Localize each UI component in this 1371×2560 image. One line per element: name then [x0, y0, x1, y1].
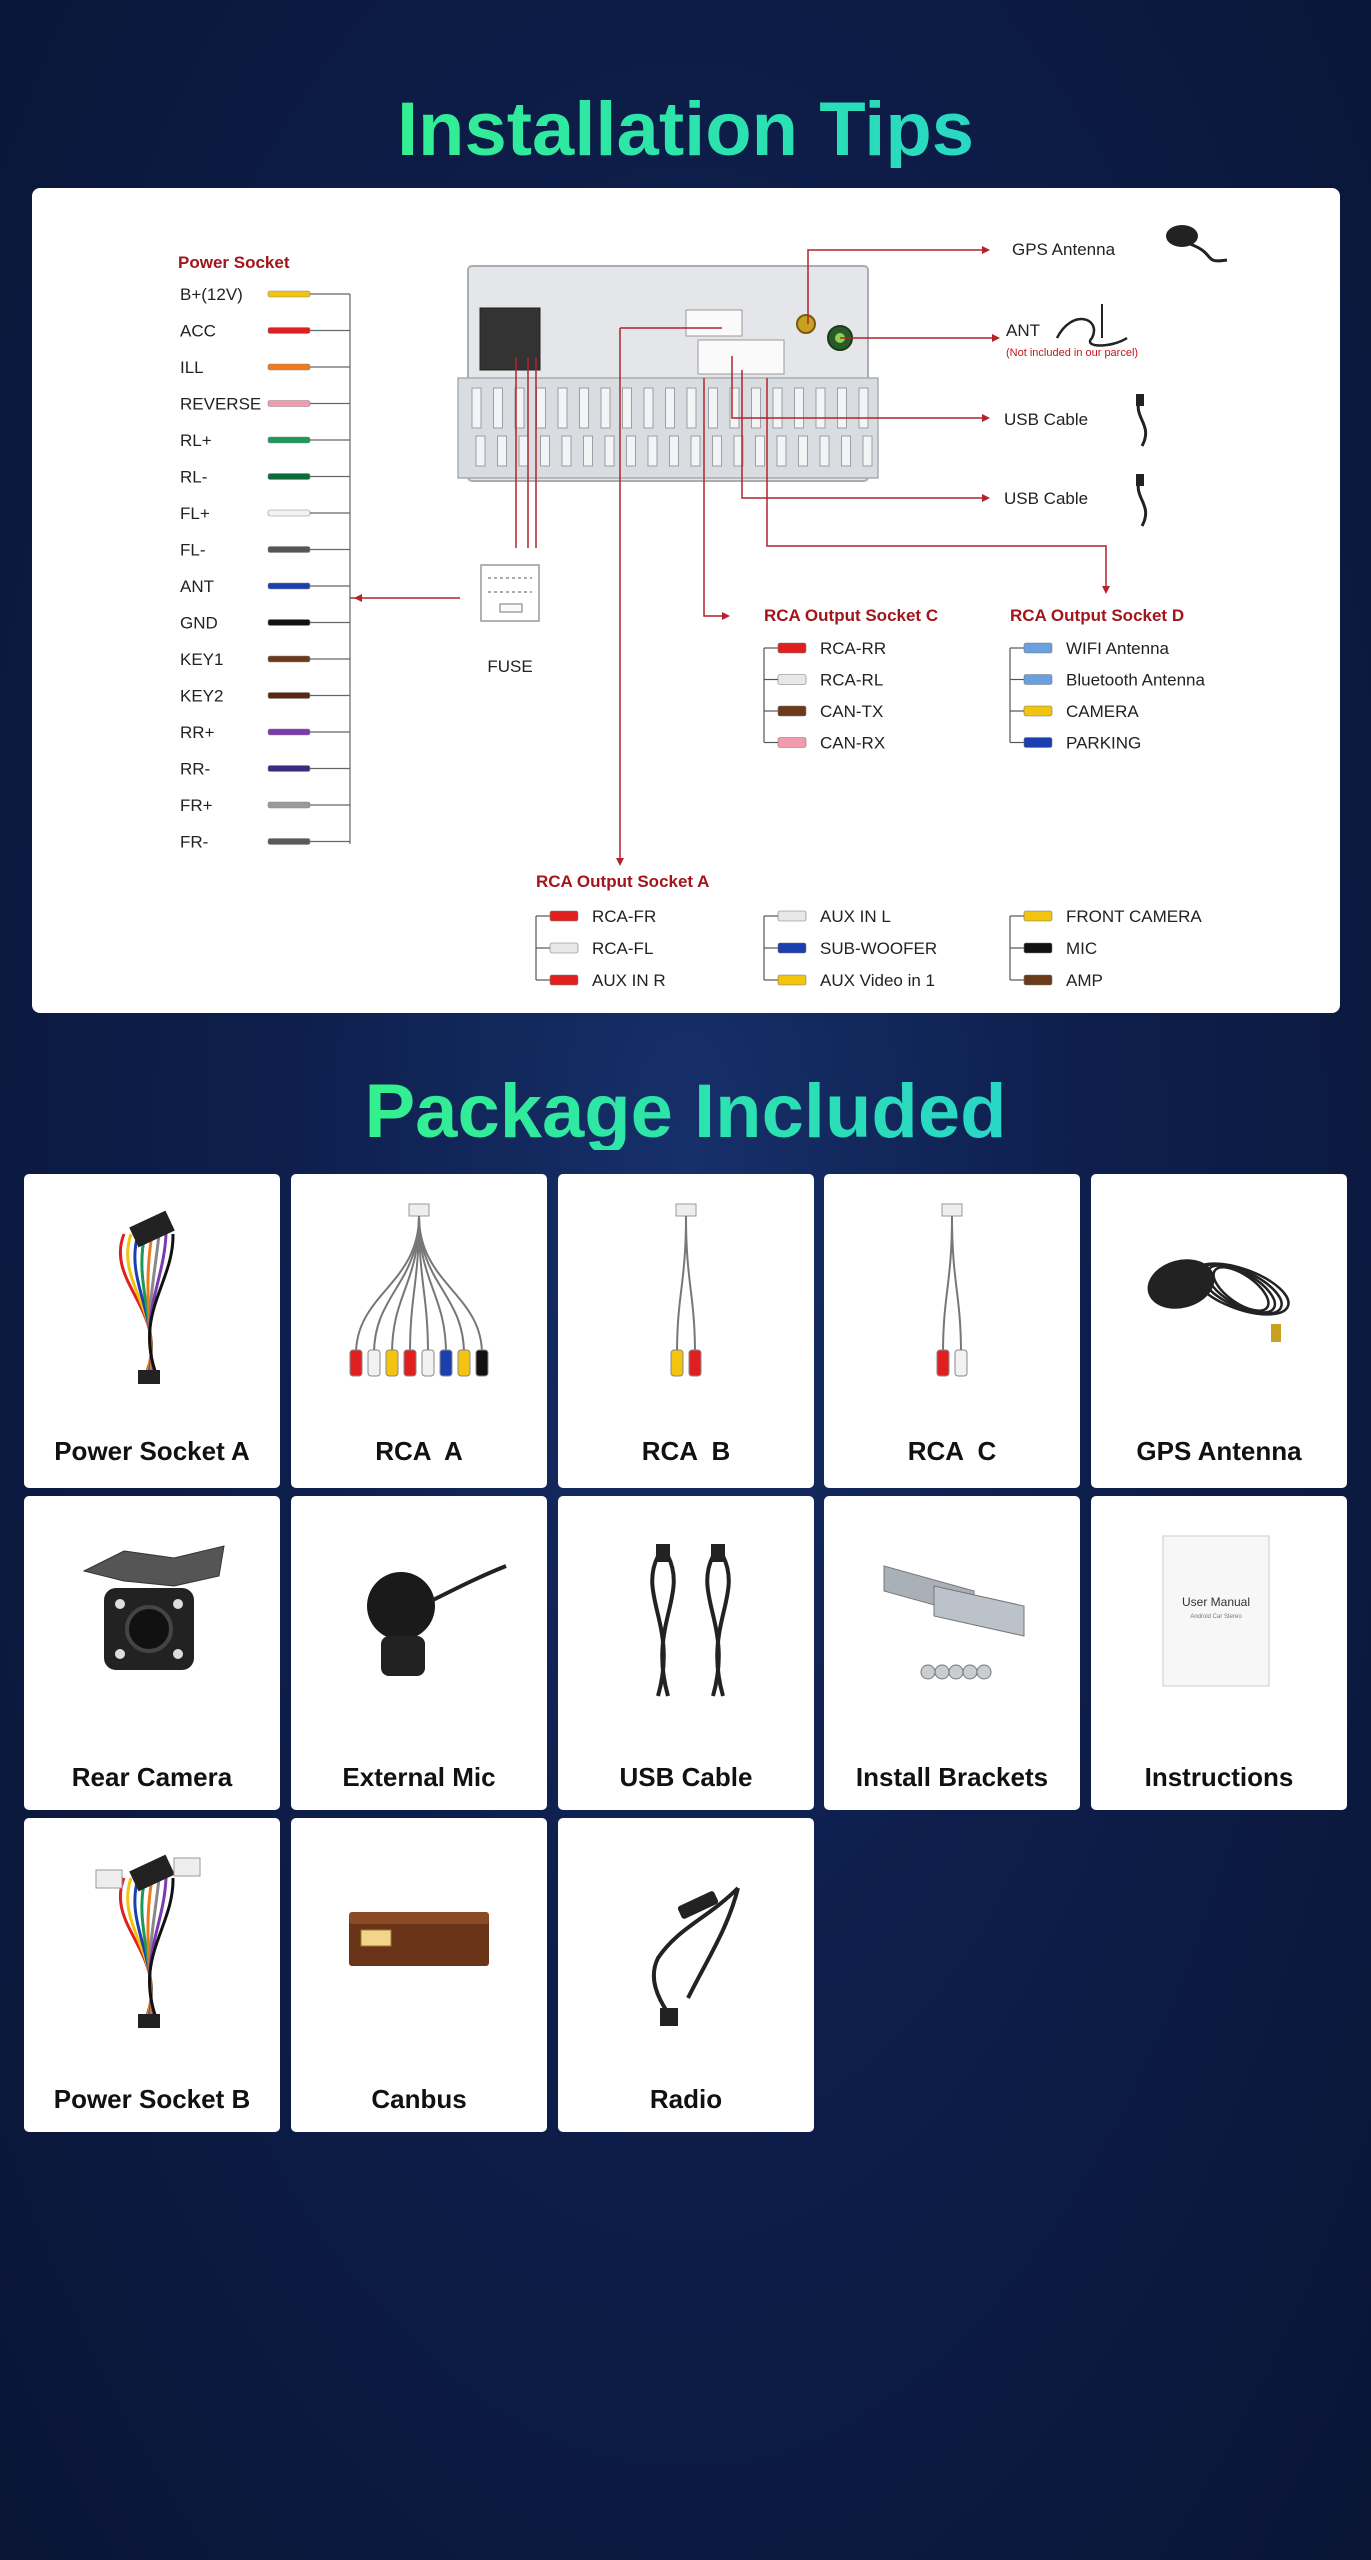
gps-antenna-icon: [1166, 225, 1227, 261]
power-pin-7: [180, 541, 350, 560]
connector-color-swatch: [1024, 643, 1052, 653]
power-pin-2: [180, 358, 350, 377]
wire-color-swatch: [268, 729, 310, 735]
power-pin-label: RL+: [180, 431, 212, 450]
package-item-name: Rear Camera: [71, 1762, 233, 1792]
power-pin-label: ACC: [180, 321, 216, 341]
rca-connector: [764, 971, 935, 990]
usb-cable-2-icon: [1136, 474, 1146, 526]
power-pin-12: [180, 723, 350, 742]
package-item-card: [558, 1174, 814, 1488]
power-pin-11: [180, 687, 350, 706]
rca-cable-icon: [291, 1174, 547, 1394]
power-pin-9: [180, 614, 350, 633]
power-pin-3: [180, 395, 350, 414]
rca-label: WIFI Antenna: [1066, 639, 1169, 658]
package-item-card: [558, 1496, 814, 1810]
connector-color-swatch: [1024, 943, 1052, 953]
power-pin-label: REVERSE: [180, 394, 262, 414]
power-pin-label: FR-: [180, 832, 209, 852]
connector-color-swatch: [1024, 975, 1052, 985]
ant-label: ANT: [1006, 321, 1040, 340]
connector-color-swatch: [550, 975, 578, 985]
rca-connector: [1010, 671, 1206, 690]
connector-color-swatch: [1024, 911, 1052, 921]
installation-diagram-panel: [32, 188, 1340, 1013]
power-pin-13: [180, 760, 350, 779]
power-pin-label: ILL: [180, 358, 204, 377]
rca-connector: [1010, 639, 1170, 658]
connector-color-swatch: [778, 975, 806, 985]
fuse-label: FUSE: [487, 657, 533, 676]
socket-a-column-2: [764, 907, 937, 990]
rca-cable-icon: [558, 1174, 814, 1394]
package-item-name: RCA B: [641, 1436, 731, 1466]
socket-a-title: RCA Output Socket A: [536, 872, 710, 891]
power-pin-label: FL-: [180, 540, 206, 560]
package-item-name: Radio: [649, 2084, 723, 2114]
package-item-name: RCA A: [375, 1436, 463, 1466]
connector-color-swatch: [778, 643, 806, 653]
fuse-block: [481, 565, 539, 621]
power-pin-0: [180, 285, 350, 304]
rca-connector: [1010, 907, 1202, 926]
power-pin-6: [180, 504, 350, 523]
rca-connector: [536, 907, 656, 926]
rca-label: MIC: [1066, 939, 1098, 958]
wire-color-swatch: [268, 474, 310, 480]
usb-cable-icon: [558, 1496, 814, 1716]
package-item-card: [291, 1818, 547, 2132]
rca-connector: [764, 939, 937, 958]
rca-label: RCA-RR: [820, 639, 887, 658]
package-item-name: USB Cable: [619, 1762, 753, 1792]
package-item-name: Canbus: [371, 2084, 467, 2114]
package-item-card: [824, 1496, 1080, 1810]
power-pin-label: GND: [180, 613, 218, 633]
power-pin-label: KEY2: [180, 686, 224, 706]
rca-label: AUX IN L: [820, 907, 891, 926]
rca-connector: [1010, 734, 1141, 753]
rca-label: RCA-FR: [592, 907, 657, 926]
wire-color-swatch: [268, 328, 310, 334]
package-item-name: GPS Antenna: [1136, 1436, 1302, 1466]
rca-connector: [1010, 702, 1139, 721]
gps-antenna-label: GPS Antenna: [1012, 240, 1116, 259]
package-item-name: RCA C: [907, 1436, 997, 1466]
socket-d-items: [1010, 639, 1206, 753]
rca-connector: [764, 702, 883, 721]
wire-color-swatch: [268, 583, 310, 589]
wire-harness-icon: [24, 1818, 280, 2038]
wire-color-swatch: [268, 620, 310, 626]
ant-note: (Not included in our parcel): [1006, 347, 1139, 359]
connector-color-swatch: [778, 706, 806, 716]
wire-color-swatch: [268, 401, 310, 407]
rca-label: AUX IN R: [592, 971, 666, 990]
socket-d-title: RCA Output Socket D: [1010, 606, 1185, 625]
gps-antenna-icon: [1091, 1174, 1347, 1394]
installation-tips-title: Installation Tips: [0, 92, 1371, 168]
power-pin-15: [180, 833, 350, 852]
rca-connector: [1010, 971, 1103, 990]
wire-color-swatch: [268, 693, 310, 699]
rca-connector: [764, 907, 891, 926]
package-item-card: [24, 1174, 280, 1488]
usb-cable-1-icon: [1136, 394, 1146, 446]
connector-color-swatch: [778, 675, 806, 685]
manual-title: User Manual: [1181, 1595, 1251, 1609]
rca-label: PARKING: [1066, 733, 1142, 753]
power-pin-label: RL-: [180, 467, 208, 487]
rca-connector: [536, 939, 653, 958]
package-item-card: [24, 1496, 280, 1810]
rca-connector: [764, 734, 885, 753]
wire-color-swatch: [268, 510, 310, 516]
power-pin-5: [180, 468, 350, 487]
rca-connector: [764, 639, 886, 658]
rca-label: CAN-RX: [820, 733, 886, 753]
power-pin-label: RR+: [180, 723, 215, 742]
microphone-icon: [291, 1496, 547, 1716]
rca-connector: [1010, 939, 1097, 958]
power-pin-label: FL+: [180, 504, 210, 523]
package-item-name: Install Brackets: [855, 1762, 1049, 1792]
connector-color-swatch: [778, 911, 806, 921]
power-pin-1: [180, 322, 350, 341]
package-item-card: [24, 1818, 280, 2132]
wiring-diagram: [32, 188, 1340, 1013]
power-pin-label: RR-: [180, 759, 211, 779]
package-item-card: [558, 1818, 814, 2132]
power-pin-label: KEY1: [180, 650, 224, 669]
connector-color-swatch: [1024, 675, 1052, 685]
connector-color-swatch: [550, 911, 578, 921]
socket-a-column-1: [536, 907, 666, 990]
rca-label: AUX Video in 1: [820, 971, 935, 990]
rear-camera-icon: [24, 1496, 280, 1716]
power-socket-pins: [180, 285, 362, 852]
socket-c-title: RCA Output Socket C: [764, 606, 939, 625]
radio-cable-icon: [558, 1818, 814, 2038]
rca-cable-icon: [824, 1174, 1080, 1394]
rca-label: CAMERA: [1066, 702, 1139, 721]
package-item-name: External Mic: [342, 1762, 496, 1792]
package-included-title: Package Included: [0, 1074, 1371, 1150]
wire-color-swatch: [268, 437, 310, 443]
manual-icon: [1091, 1496, 1347, 1716]
package-item-card: [1091, 1496, 1347, 1810]
connector-color-swatch: [778, 738, 806, 748]
power-pin-10: [180, 650, 350, 669]
canbus-box-icon: [291, 1818, 547, 2038]
package-item-card: [1091, 1174, 1347, 1488]
power-pin-label: B+(12V): [180, 285, 243, 304]
wire-color-swatch: [268, 656, 310, 662]
package-item-name: Power Socket B: [53, 2084, 251, 2114]
connector-color-swatch: [1024, 738, 1052, 748]
wire-color-swatch: [268, 802, 310, 808]
connector-color-swatch: [778, 943, 806, 953]
rca-label: CAN-TX: [820, 702, 884, 721]
rca-label: AMP: [1066, 971, 1103, 990]
head-unit-chassis: [458, 266, 878, 481]
rca-connector: [764, 671, 883, 690]
wire-color-swatch: [268, 547, 310, 553]
package-item-card: [291, 1496, 547, 1810]
usb-cable-1-label: USB Cable: [1004, 410, 1089, 429]
rca-label: Bluetooth Antenna: [1066, 670, 1205, 690]
power-pin-14: [180, 796, 350, 815]
package-item-card: [824, 1174, 1080, 1488]
wire-color-swatch: [268, 839, 310, 845]
power-pin-8: [180, 577, 350, 596]
connector-color-swatch: [1024, 706, 1052, 716]
rca-label: SUB-WOOFER: [820, 939, 938, 958]
socket-c-items: [764, 639, 886, 753]
usb-cable-2-label: USB Cable: [1004, 489, 1089, 508]
connector-color-swatch: [550, 943, 578, 953]
wire-harness-icon: [24, 1174, 280, 1394]
power-pin-label: ANT: [180, 577, 214, 596]
socket-a-column-3: [1010, 907, 1202, 990]
package-item-name: Instructions: [1144, 1762, 1294, 1792]
ant-cable-icon: [1057, 304, 1127, 346]
rca-label: FRONT CAMERA: [1066, 907, 1202, 926]
wire-color-swatch: [268, 766, 310, 772]
bracket-icon: [824, 1496, 1080, 1716]
power-pin-4: [180, 431, 350, 450]
power-pin-label: FR+: [180, 796, 213, 815]
package-item-card: [291, 1174, 547, 1488]
power-socket-title: Power Socket: [178, 253, 290, 272]
rca-connector: [536, 971, 666, 990]
wire-color-swatch: [268, 291, 310, 297]
package-item-name: Power Socket A: [54, 1436, 250, 1466]
rca-label: RCA-RL: [820, 670, 884, 690]
manual-subtitle: Android Car Stereo: [1190, 1614, 1242, 1620]
wire-color-swatch: [268, 364, 310, 370]
rca-label: RCA-FL: [592, 939, 654, 958]
